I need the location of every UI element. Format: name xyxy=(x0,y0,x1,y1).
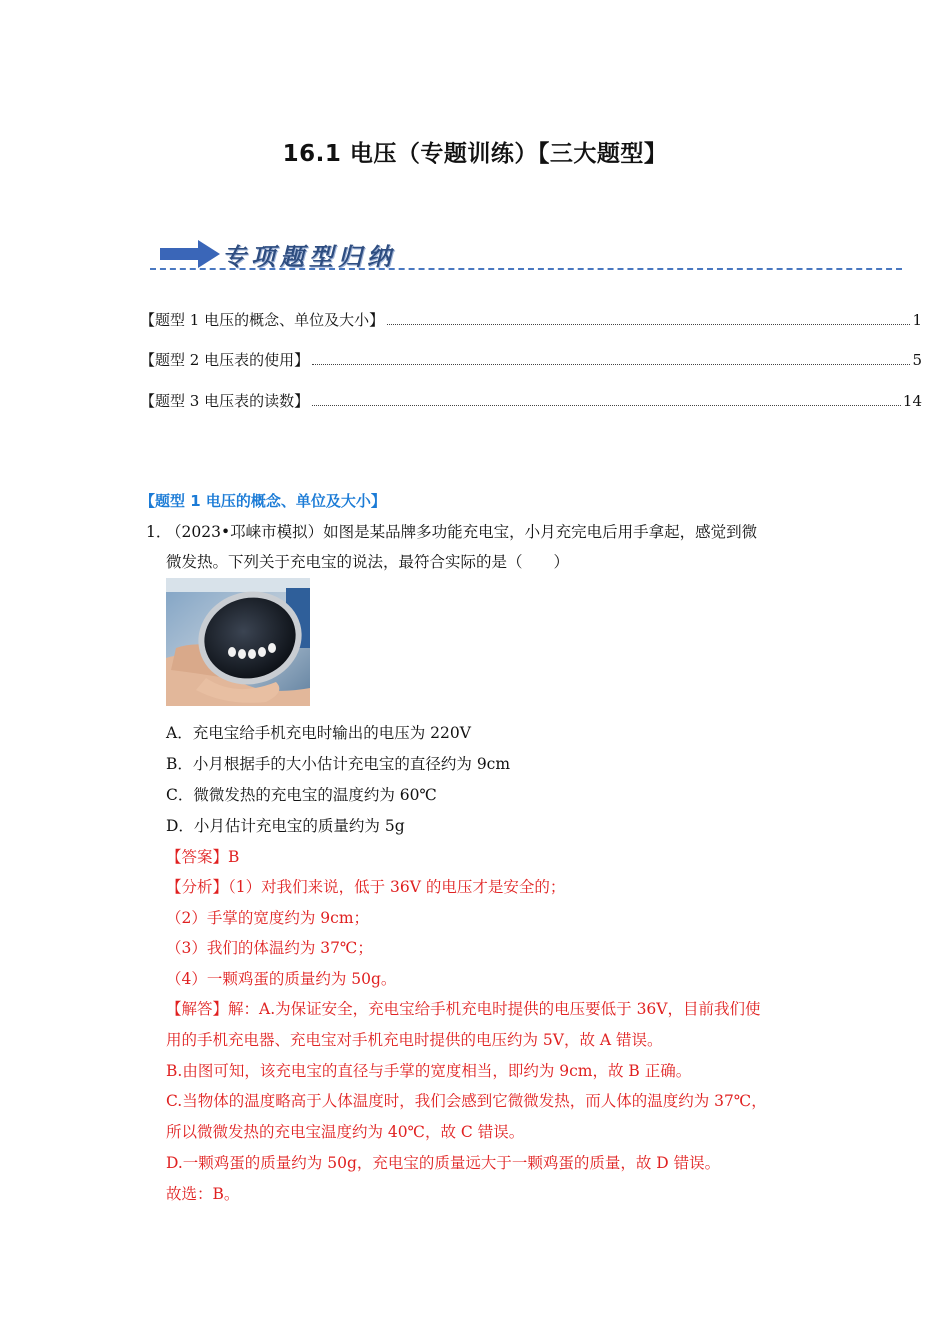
toc-leader xyxy=(312,363,910,365)
option-a: A．充电宝给手机充电时输出的电压为 220V xyxy=(166,724,471,742)
toc-entry-1[interactable] xyxy=(140,309,922,333)
question-number: 1． xyxy=(146,523,172,541)
answer-line xyxy=(166,845,239,867)
section-banner xyxy=(150,235,902,275)
toc-page-number: 14 xyxy=(902,392,922,410)
solution-line: C.当物体的温度略高于人体温度时，我们会感到它微微发热，而人体的温度约为 37℃， xyxy=(166,1092,767,1110)
toc-entry-2[interactable] xyxy=(140,349,922,373)
solution-line: 用的手机充电器、充电宝对手机充电时提供的电压约为 5V，故 A 错误。 xyxy=(166,1031,663,1049)
question-stem-line: （2023•邛崃市模拟）如图是某品牌多功能充电宝，小月充完电后用手拿起，感觉到微 xyxy=(166,523,758,541)
question-stem-line: 微发热。下列关于充电宝的说法，最符合实际的是（ ） xyxy=(166,553,570,571)
solution-line: 故选：B。 xyxy=(166,1185,240,1203)
analysis-line: （2）手掌的宽度约为 9cm； xyxy=(166,909,370,927)
analysis-line: （4）一颗鸡蛋的质量约为 50g。 xyxy=(166,970,397,988)
option-d: D．小月估计充电宝的质量约为 5g xyxy=(166,817,405,835)
banner-title: 专项题型归纳 xyxy=(222,243,396,271)
toc-leader xyxy=(387,323,910,325)
solution-line: 所以微微发热的充电宝温度约为 40℃，故 C 错误。 xyxy=(166,1123,525,1141)
option-c: C．微微发热的充电宝的温度约为 60℃ xyxy=(166,786,437,804)
toc-label: 【题型 3 电压表的读数】 xyxy=(140,392,310,410)
solution-line xyxy=(166,997,760,1019)
analysis-label: 【分析】 xyxy=(166,878,229,896)
analysis-line xyxy=(166,875,565,897)
toc-entry-3[interactable] xyxy=(140,390,922,414)
power-bank-photo xyxy=(166,578,310,706)
answer-label: 【答案】 xyxy=(166,848,229,866)
solution-text: 解：A.为保证安全，充电宝给手机充电时提供的电压要低于 36V，目前我们使 xyxy=(228,1000,761,1018)
answer-value: B xyxy=(228,848,240,866)
toc-page-number: 1 xyxy=(912,311,922,329)
arrow-icon xyxy=(160,239,222,269)
solution-line: D.一颗鸡蛋的质量约为 50g，充电宝的质量远大于一颗鸡蛋的质量，故 D 错误。 xyxy=(166,1154,721,1172)
analysis-line: （3）我们的体温约为 37℃； xyxy=(166,939,373,957)
banner-divider xyxy=(150,268,902,270)
section-heading: 【题型 1 电压的概念、单位及大小】 xyxy=(140,492,386,510)
toc-label: 【题型 2 电压表的使用】 xyxy=(140,351,310,369)
toc-label: 【题型 1 电压的概念、单位及大小】 xyxy=(140,311,385,329)
solution-label: 【解答】 xyxy=(166,1000,229,1018)
page-title: 16.1 电压（专题训练）【三大题型】 xyxy=(282,141,668,167)
option-b: B．小月根据手的大小估计充电宝的直径约为 9cm xyxy=(166,755,511,773)
solution-line: B.由图可知，该充电宝的直径与手掌的宽度相当，即约为 9cm，故 B 正确。 xyxy=(166,1062,692,1080)
toc-leader xyxy=(312,404,901,406)
analysis-text: （1）对我们来说，低于 36V 的电压才是安全的； xyxy=(228,878,566,896)
toc-page-number: 5 xyxy=(912,351,922,369)
